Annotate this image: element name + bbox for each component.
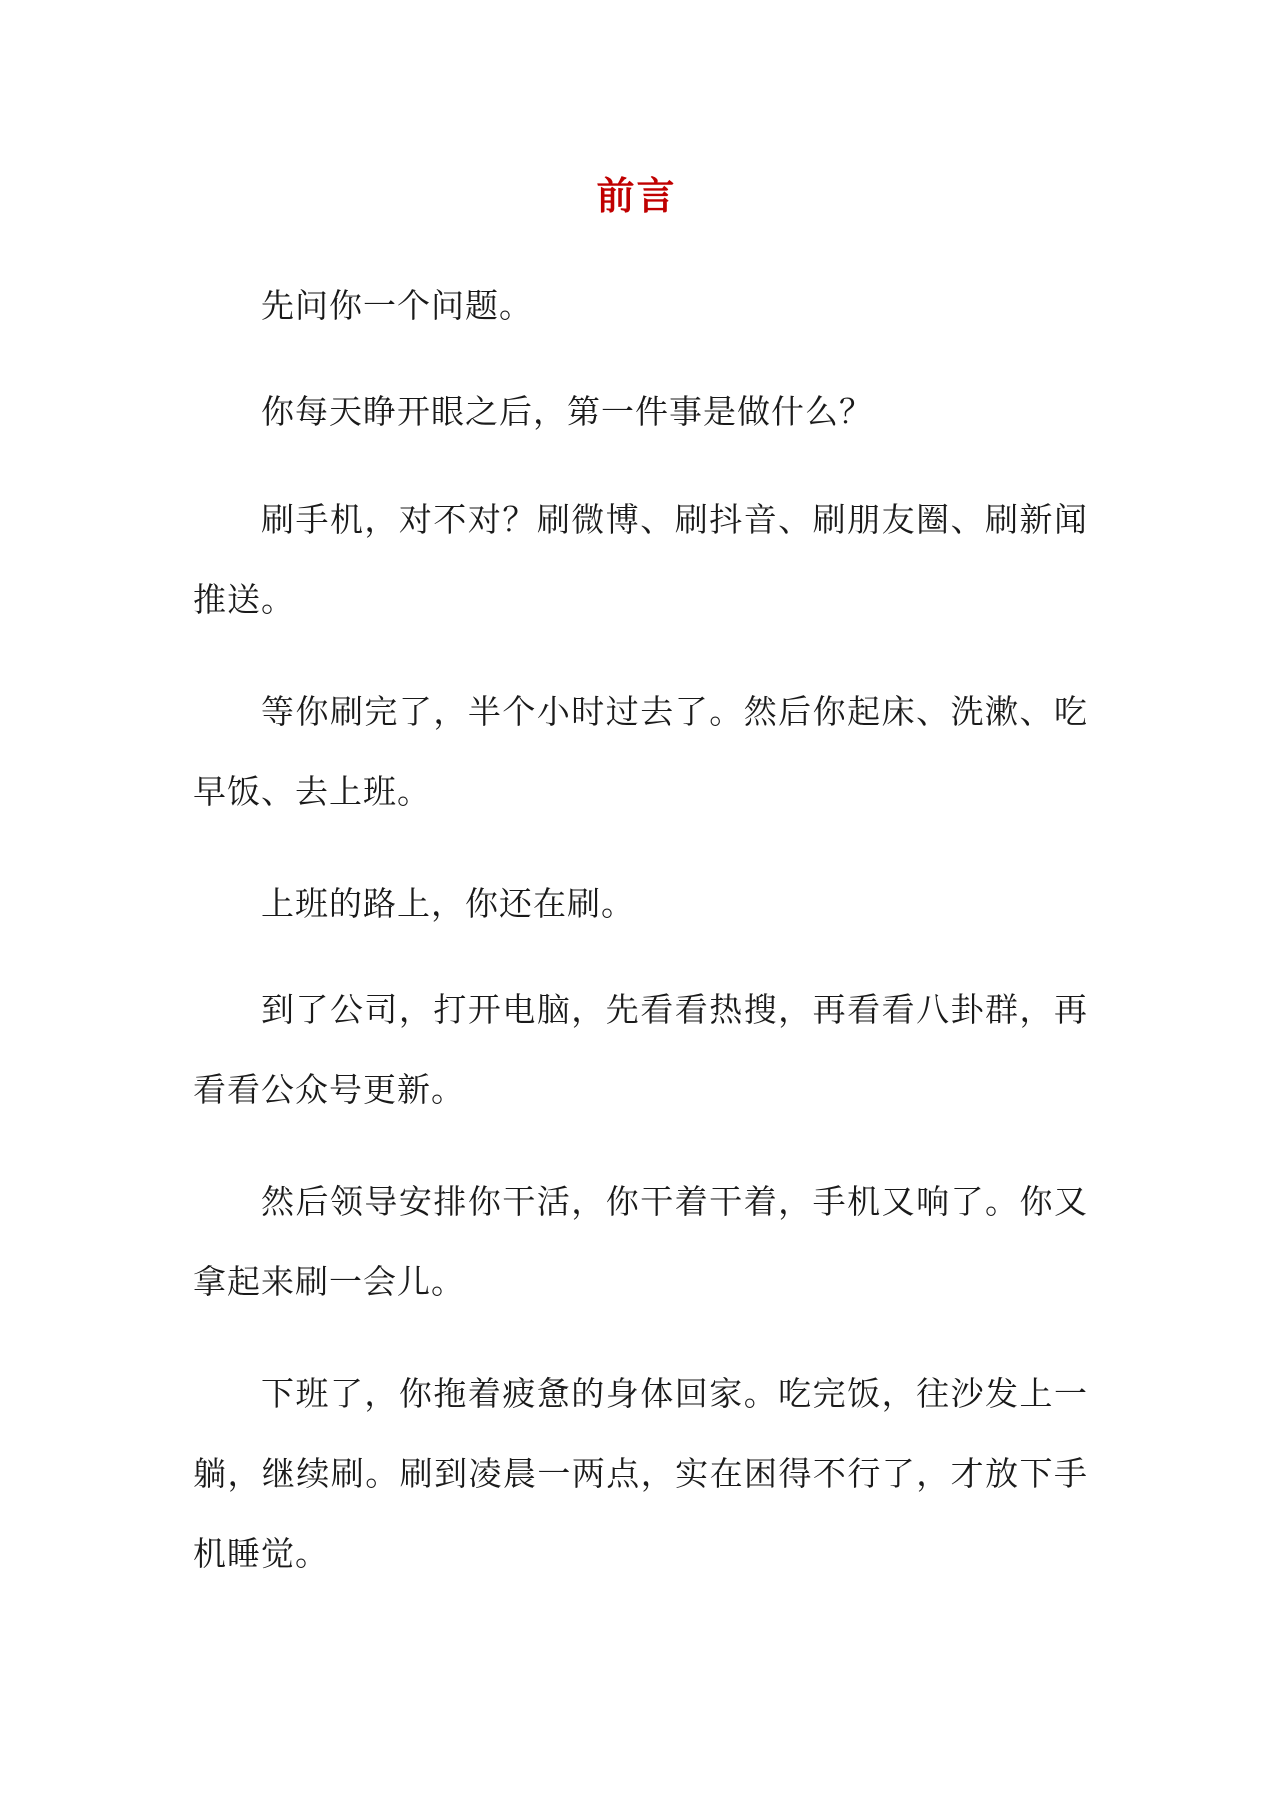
paragraph-6: 到了公司，打开电脑，先看看热搜，再看看八卦群，再看看公众号更新。 [193,990,1088,1109]
page-title: 前言 [596,173,677,218]
paragraph-5: 上班的路上，你还在刷。 [261,884,635,923]
paragraph-7: 然后领导安排你干活，你干着干着，手机又响了。你又拿起来刷一会儿。 [193,1182,1088,1301]
paragraph-2: 你每天睁开眼之后，第一件事是做什么？ [261,392,873,431]
paragraph-4: 等你刷完了，半个小时过去了。然后你起床、洗漱、吃早饭、去上班。 [193,692,1088,811]
paragraph-3: 刷手机，对不对？刷微博、刷抖音、刷朋友圈、刷新闻推送。 [193,500,1088,619]
paragraph-1: 先问你一个问题。 [261,286,533,325]
paragraph-8: 下班了，你拖着疲惫的身体回家。吃完饭，往沙发上一躺，继续刷。刷到凌晨一两点，实在困得不行了，才放下手机睡觉。 [193,1374,1088,1573]
